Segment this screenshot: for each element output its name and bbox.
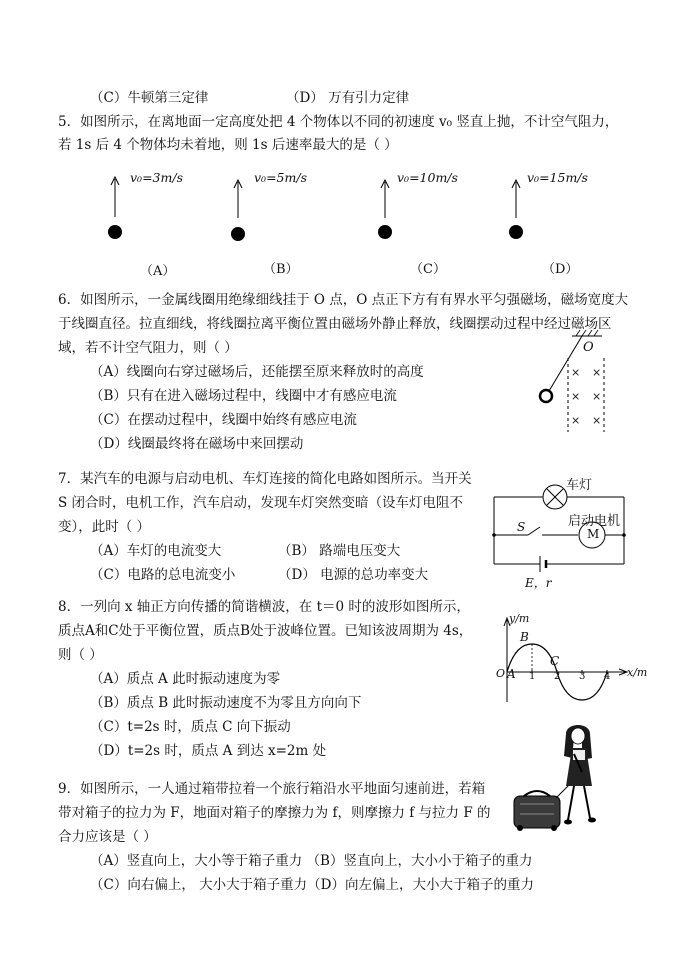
q6-text-line1: 6．如图所示，一金属线圈用绝缘细线挂于 O 点，O 点正下方有有界水平匀强磁场，磁场宽度大 (58, 292, 629, 308)
q7-text-line2: S 闭合时，电机工作，汽车启动，发现车灯突然变暗（设车灯电阻不 (58, 495, 464, 511)
q8-text-line3: 则（ ） (58, 647, 103, 663)
q4-option-d: （D） 万有引力定律 (286, 90, 410, 106)
q5-velocity-a: v₀=3m/s (130, 170, 183, 185)
q9-text-line3: 合力应该是（ ） (58, 829, 157, 845)
q7-option-c: （C）电路的总电流变小 (90, 567, 236, 583)
q8-option-d: （D）t=2s 时，质点 A 到达 x=2m 处 (90, 743, 327, 759)
q8-text-line1: 8．一列向 x 轴正方向传播的简谐横波，在 t＝0 时的波形如图所示， (58, 599, 470, 615)
q8-option-c: （C）t=2s 时，质点 C 向下振动 (90, 719, 291, 735)
q7-switch-label: S (517, 520, 526, 534)
q5-velocity-b: v₀=5m/s (254, 170, 307, 185)
q5-ball-c (378, 225, 392, 239)
q6-option-a: （A）线圈向右穿过磁场后，还能摆至原来释放时的高度 (90, 364, 424, 380)
q6-option-b: （B）只有在进入磁场过程中，线圈中才有感应电流 (90, 388, 397, 404)
q5-arrow-a (110, 175, 120, 217)
q8-y-axis-label: y/m (509, 612, 530, 625)
q9-text-line2: 带对箱子的拉力为 F，地面对箱子的摩擦力为 f，则摩擦力 f 与拉力 F 的 (58, 805, 491, 821)
q6-text-line2: 于线圈直径。拉直细线，将线圈拉离平衡位置由磁场外静止释放，线圈摆动过程中经过磁场区 (58, 316, 612, 332)
q5-velocity-c: v₀=10m/s (397, 170, 458, 185)
q5-velocity-d: v₀=15m/s (527, 170, 588, 185)
q9-text-line1: 9．如图所示，一人通过箱带拉着一个旅行箱沿水平地面匀速前进，若箱 (58, 781, 486, 797)
q8-text-line2: 质点A和C处于平衡位置，质点B处于波峰位置。已知该波周期为 4s， (58, 623, 473, 639)
q5-arrow-d (511, 178, 521, 218)
q5-ball-d (509, 225, 523, 239)
q5-label-d: （D） (542, 262, 579, 277)
q7-source-label: E，r (525, 576, 552, 590)
q8-point-b: B (520, 630, 529, 644)
q8-point-c: C (550, 654, 560, 668)
q5-text-line1: 5．如图所示，在离地面一定高度处把 4 个物体以不同的初速度 v₀ 竖直上抛，不计空气阻力， (58, 114, 619, 130)
q5-arrow-b (233, 178, 243, 218)
q4-option-c: （C）牛顿第三定律 (90, 90, 209, 106)
q8-tick-1: 1 (529, 671, 536, 682)
q8-tick-3: 3 (579, 671, 586, 682)
q8-tick-2: 2 (554, 671, 561, 682)
q6-option-c: （C）在摆动过程中，线圈中始终有感应电流 (90, 412, 357, 428)
q5-label-b: （B） (263, 262, 299, 277)
q7-text-line1: 7．某汽车的电源与启动电机、车灯连接的简化电路如图所示。当开关 (58, 471, 472, 487)
q6-text-line3: 域，若不计空气阻力，则（ ） (58, 340, 238, 356)
q7-option-a: （A）车灯的电流变大 (90, 543, 222, 559)
q8-option-b: （B）质点 B 此时振动速度不为零且方向向下 (90, 695, 362, 711)
q5-text-line2: 若 1s 后 4 个物体均未着地，则 1s 后速率最大的是（ ） (58, 137, 398, 153)
q6-option-d: （D）线圈最终将在磁场中来回摆动 (90, 436, 304, 452)
q9-girl-suitcase-illustration (508, 720, 628, 832)
q5-ball-b (231, 227, 245, 241)
q7-text-line3: 变），此时（ ） (58, 519, 151, 535)
q6-point-o: O (583, 340, 594, 355)
q7-option-d: （D） 电源的总功率变大 (278, 567, 429, 583)
q5-label-a: （A） (140, 264, 176, 279)
q7-motor-symbol: M (587, 527, 600, 541)
q5-ball-a (108, 225, 122, 239)
q7-motor-label: 启动电机 (568, 514, 621, 529)
q8-tick-4: 4 (604, 671, 611, 682)
q7-lamp-label: 车灯 (566, 478, 593, 493)
q8-point-a: A (507, 667, 516, 681)
q8-option-a: （A）质点 A 此时振动速度为零 (90, 671, 281, 687)
q9-option-c-d: （C）向右偏上， 大小大于箱子重力（D）向左偏上，大小大于箱子的重力 (90, 877, 534, 893)
q5-label-c: （C） (410, 262, 446, 277)
q8-x-axis-label: x/m (627, 666, 648, 679)
q8-wave-figure (495, 612, 635, 707)
q5-arrow-c (380, 178, 390, 218)
q8-origin-label: O (496, 667, 506, 680)
q7-option-b: （B） 路端电压变大 (278, 543, 401, 559)
q9-option-a-b: （A）竖直向上，大小等于箱子重力 （B）竖直向上，大小小于箱子的重力 (90, 853, 533, 869)
